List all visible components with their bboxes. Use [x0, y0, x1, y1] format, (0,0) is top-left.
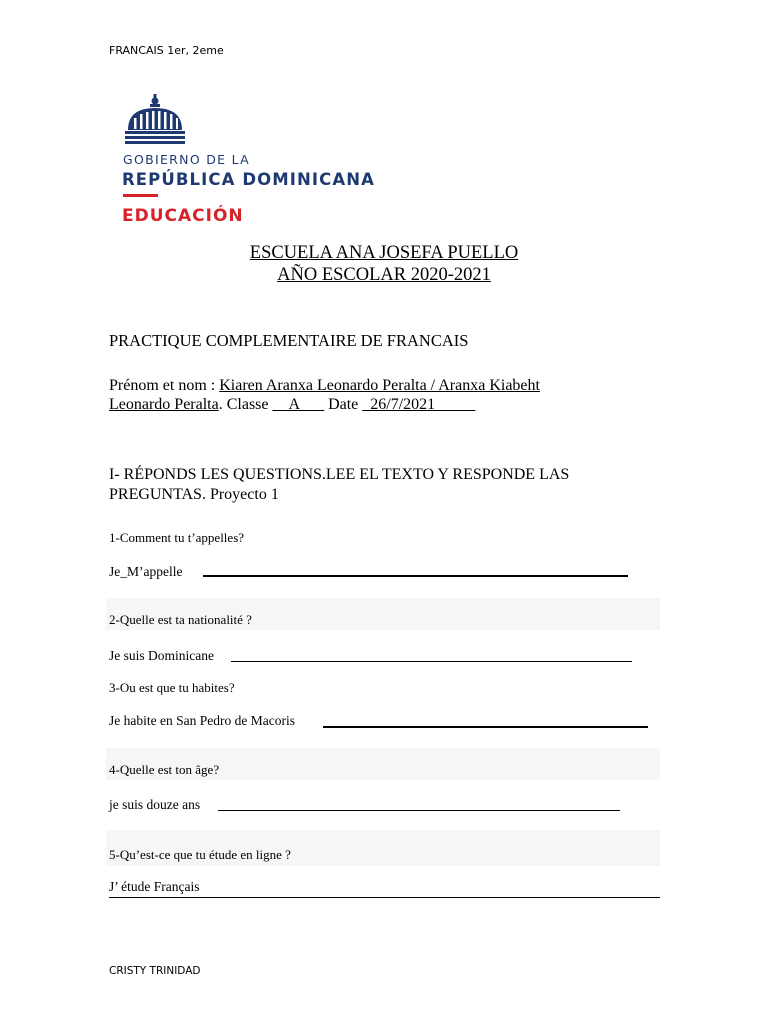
- answer-line-3: [323, 726, 648, 728]
- answer-1: Je_M’appelle: [109, 564, 183, 579]
- question-4: 4-Quelle est ton âge?: [109, 762, 220, 777]
- answer-5: J’ étude Français: [109, 879, 200, 894]
- capitol-dome-icon: [120, 94, 190, 150]
- school-name: ESCUELA ANA JOSEFA PUELLO: [249, 243, 519, 263]
- school-year: AÑO ESCOLAR 2020-2021: [277, 265, 491, 285]
- class-label: . Classe: [218, 396, 273, 413]
- student-name-part-2: Leonardo Peralta: [109, 396, 219, 413]
- answer-line-5: [109, 897, 660, 898]
- logo-divider: [123, 194, 158, 197]
- course-header: FRANCAIS 1er, 2eme: [109, 44, 224, 57]
- worksheet-subtitle: PRACTIQUE COMPLEMENTAIRE DE FRANCAIS: [109, 331, 469, 350]
- answer-line-2: [231, 661, 632, 662]
- student-name-part-1: Kiaren Aranxa Leonardo Peralta / Aranxa Kiabeht: [219, 377, 540, 394]
- logo-line-gobierno: GOBIERNO DE LA: [123, 152, 251, 167]
- question-1: 1-Comment tu t’appelles?: [109, 530, 245, 545]
- logo-line-republica: REPÚBLICA DOMINICANA: [122, 170, 376, 189]
- section-heading-line-2: PREGUNTAS. Proyecto 1: [109, 486, 279, 503]
- answer-4: je suis douze ans: [109, 797, 201, 812]
- student-name-line-1: [109, 377, 540, 395]
- answer-line-4: [218, 810, 620, 811]
- answer-2: Je suis Dominicane: [109, 648, 214, 663]
- question-2: 2-Quelle est ta nationalité ?: [109, 612, 252, 627]
- question-3: 3-Ou est que tu habites?: [109, 680, 235, 695]
- question-5: 5-Qu’est-ce que tu étude en ligne ?: [109, 847, 291, 862]
- logo-line-educacion: EDUCACIÓN: [122, 206, 244, 226]
- student-name-line-2: [109, 396, 475, 414]
- name-label: Prénom et nom :: [109, 377, 220, 394]
- answer-line-1: [203, 575, 628, 577]
- class-value: __A___: [272, 396, 325, 413]
- answer-3: Je habite en San Pedro de Macoris: [109, 713, 295, 728]
- section-heading-line-1: I- RÉPONDS LES QUESTIONS.LEE EL TEXTO Y RESPONDE LAS: [109, 466, 570, 483]
- footer-author: CRISTY TRINIDAD: [109, 965, 201, 977]
- date-value: _26/7/2021_____: [362, 396, 476, 413]
- ministry-logo: [118, 94, 408, 234]
- date-label: Date: [324, 396, 363, 413]
